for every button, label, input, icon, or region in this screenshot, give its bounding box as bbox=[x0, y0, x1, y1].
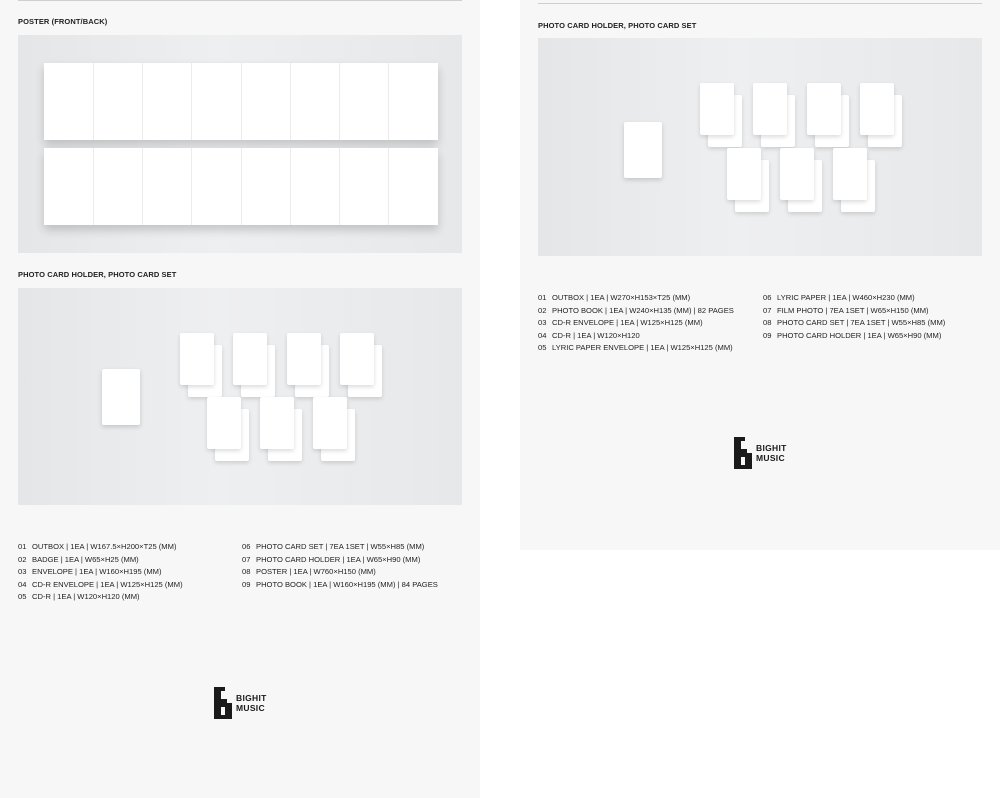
spec-item: 05 LYRIC PAPER ENVELOPE | 1EA | W125×H125 (MM) bbox=[538, 343, 733, 353]
photo-card bbox=[780, 148, 814, 200]
spec-list-col1 bbox=[18, 541, 183, 604]
photo-card bbox=[207, 397, 241, 449]
spec-item: 07 FILM PHOTO | 7EA 1SET | W65×H150 (MM) bbox=[763, 305, 929, 315]
photo-card bbox=[287, 333, 321, 385]
bighit-music-logo: BIGHIT MUSIC bbox=[214, 687, 267, 719]
bighit-music-logo: BIGHIT MUSIC bbox=[734, 437, 787, 469]
top-divider bbox=[18, 0, 462, 1]
left-detail-panel bbox=[0, 0, 480, 798]
photo-card-holder bbox=[624, 122, 662, 178]
spec-item: 02 BADGE | 1EA | W65×H25 (MM) bbox=[18, 554, 139, 564]
spec-item: 09 PHOTO CARD HOLDER | 1EA | W65×H90 (MM) bbox=[763, 330, 942, 340]
photo-card bbox=[313, 397, 347, 449]
poster-front bbox=[44, 63, 438, 140]
spec-item: 03 ENVELOPE | 1EA | W160×H195 (MM) bbox=[18, 567, 162, 577]
spec-item: 09 PHOTO BOOK | 1EA | W160×H195 (MM) | 84 PAGES bbox=[242, 579, 438, 589]
top-divider bbox=[538, 3, 982, 4]
poster-image bbox=[18, 35, 462, 253]
photo-card bbox=[807, 83, 841, 135]
photo-card bbox=[233, 333, 267, 385]
poster-section-label: POSTER (FRONT/BACK) bbox=[18, 17, 108, 26]
bighit-logo-mark-icon bbox=[734, 437, 752, 469]
photo-card bbox=[860, 83, 894, 135]
poster-back bbox=[44, 148, 438, 225]
spec-item: 01 OUTBOX | 1EA | W270×H153×T25 (MM) bbox=[538, 293, 691, 302]
photo-card bbox=[753, 83, 787, 135]
photo-card bbox=[260, 397, 294, 449]
photo-card bbox=[340, 333, 374, 385]
spec-item: 06 LYRIC PAPER | 1EA | W460×H230 (MM) bbox=[763, 293, 915, 302]
photo-card bbox=[727, 148, 761, 200]
photocard-section-label: PHOTO CARD HOLDER, PHOTO CARD SET bbox=[538, 21, 697, 30]
spec-item: 05 CD-R | 1EA | W120×H120 (MM) bbox=[18, 592, 140, 602]
photo-card-holder bbox=[102, 369, 140, 425]
photo-card bbox=[833, 148, 867, 200]
right-detail-panel bbox=[520, 0, 1000, 550]
spec-item: 08 POSTER | 1EA | W760×H150 (MM) bbox=[242, 567, 376, 577]
photo-card bbox=[180, 333, 214, 385]
spec-item: 04 CD-R ENVELOPE | 1EA | W125×H125 (MM) bbox=[18, 579, 183, 589]
spec-item: 04 CD-R | 1EA | W120×H120 bbox=[538, 330, 640, 340]
spec-item: 06 PHOTO CARD SET | 7EA 1SET | W55×H85 (MM) bbox=[242, 542, 425, 551]
spec-item: 03 CD-R ENVELOPE | 1EA | W125×H125 (MM) bbox=[538, 318, 703, 328]
spec-list-col1 bbox=[538, 292, 734, 355]
spec-list-col2 bbox=[242, 541, 438, 591]
photo-card bbox=[700, 83, 734, 135]
photocard-image bbox=[538, 38, 982, 256]
spec-item: 02 PHOTO BOOK | 1EA | W240×H135 (MM) | 82 PAGES bbox=[538, 305, 734, 315]
bighit-logo-mark-icon bbox=[214, 687, 232, 719]
spec-item: 08 PHOTO CARD SET | 7EA 1SET | W55×H85 (MM) bbox=[763, 318, 946, 328]
spec-list-col2 bbox=[763, 292, 945, 342]
photocard-image bbox=[18, 288, 462, 505]
photocard-section-label: PHOTO CARD HOLDER, PHOTO CARD SET bbox=[18, 270, 177, 279]
spec-item: 07 PHOTO CARD HOLDER | 1EA | W65×H90 (MM) bbox=[242, 554, 421, 564]
spec-item: 01 OUTBOX | 1EA | W167.5×H200×T25 (MM) bbox=[18, 542, 177, 551]
